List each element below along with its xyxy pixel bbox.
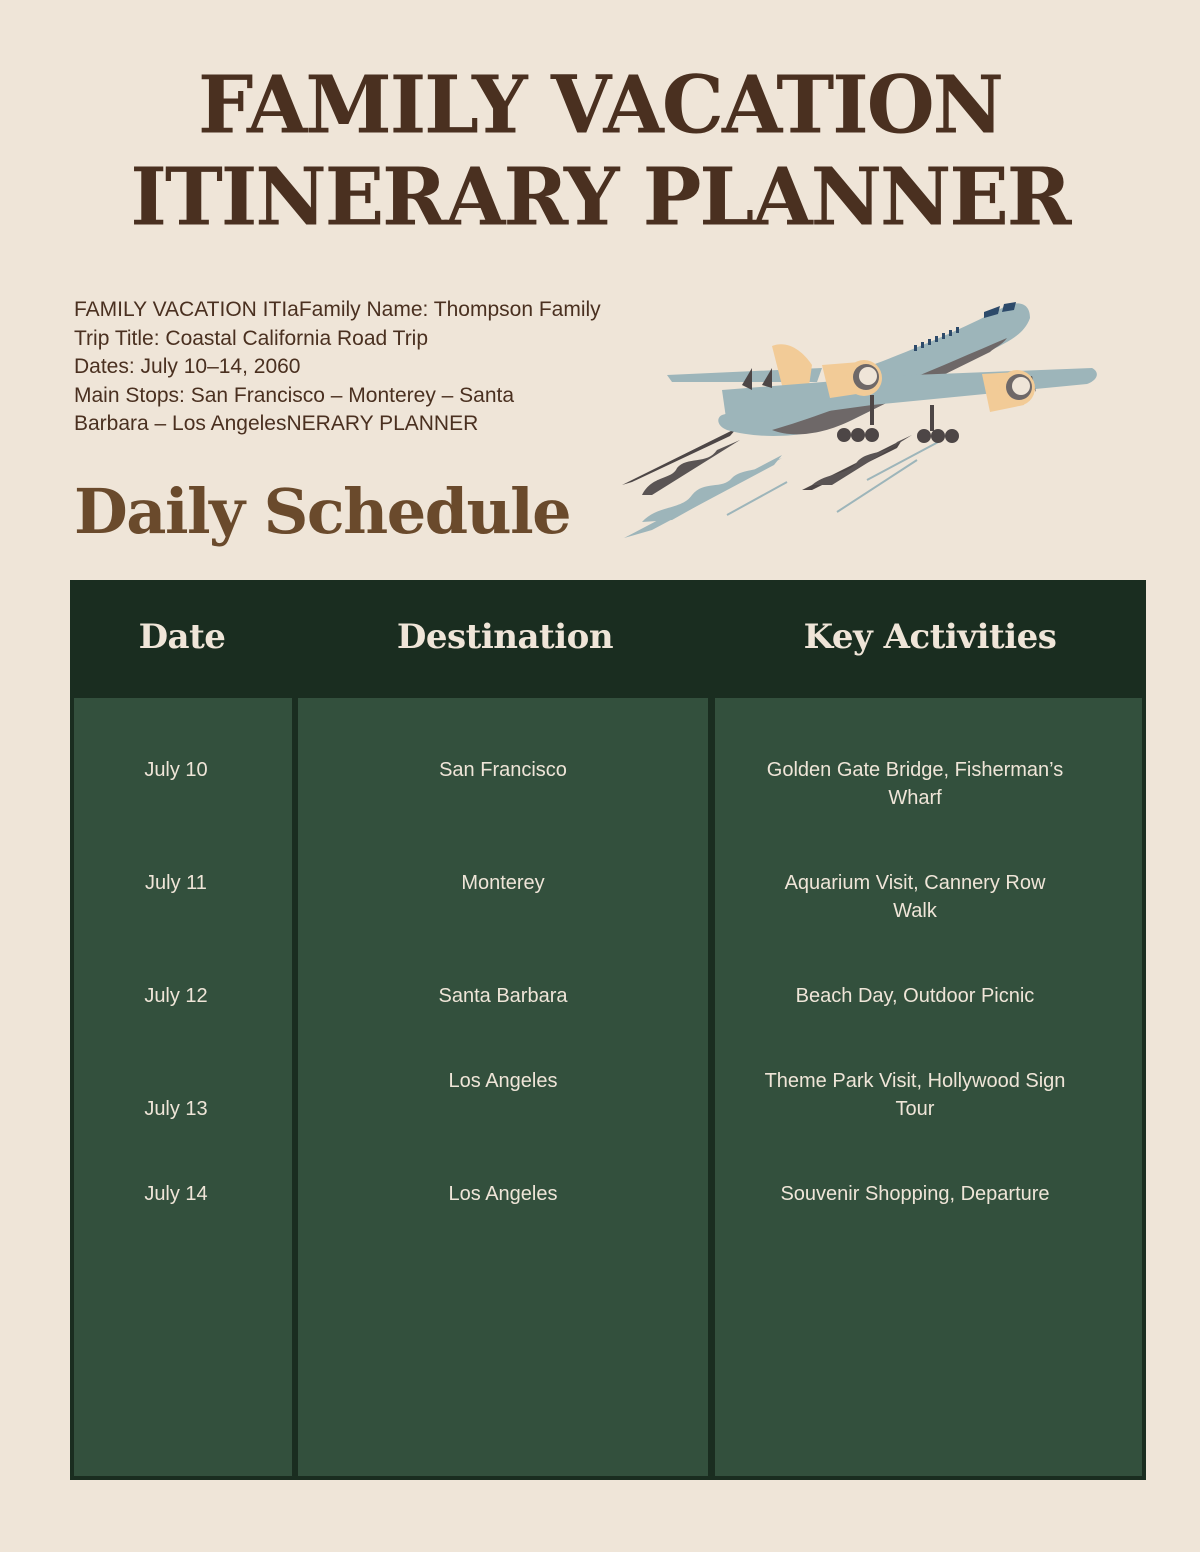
table-cell-activities	[715, 869, 1115, 925]
table-cell-destination: Monterey	[461, 872, 545, 894]
activities-line: Golden Gate Bridge, Fisherman’s	[766, 759, 1064, 781]
date-column	[74, 698, 292, 1476]
trip-info	[74, 296, 674, 439]
table-cell-activities	[715, 756, 1115, 812]
activities-line: Tour	[895, 1098, 935, 1120]
key-activities-column	[715, 698, 1142, 1476]
airplane-icon	[612, 290, 1102, 545]
trip-info-line-1: FAMILY VACATION ITIaFamily Name: Thompson Family	[74, 298, 601, 321]
table-cell-destination: San Francisco	[439, 759, 567, 781]
trip-info-line-3: Dates: July 10–14, 2060	[74, 355, 301, 378]
header-date: Date	[138, 617, 226, 657]
page-title	[0, 60, 1200, 244]
cloud-trails	[622, 428, 942, 538]
table-cell-destination: Los Angeles	[448, 1070, 558, 1092]
table-cell-destination: Los Angeles	[448, 1183, 558, 1205]
table-cell-activities	[715, 1067, 1115, 1123]
table-cell-activities	[715, 982, 1115, 1010]
activities-line: Walk	[893, 900, 937, 922]
destination-column	[298, 698, 708, 1476]
trip-info-line-5: Barbara – Los AngelesNERARY PLANNER	[74, 412, 479, 435]
table-cell-date: July 10	[144, 759, 208, 781]
engine-right	[982, 370, 1035, 412]
daily-schedule-table	[70, 580, 1146, 1480]
engine-left	[822, 360, 882, 398]
header-destination: Destination	[396, 617, 614, 657]
table-cell-date: July 13	[144, 1098, 208, 1120]
activities-line: Beach Day, Outdoor Picnic	[795, 985, 1035, 1007]
activities-line: Theme Park Visit, Hollywood Sign	[764, 1070, 1066, 1092]
page-title-line-2: ITINERARY PLANNER	[130, 150, 1070, 244]
section-title: Daily Schedule	[74, 475, 571, 548]
table-header	[70, 580, 1146, 694]
activities-line: Aquarium Visit, Cannery Row	[784, 872, 1046, 894]
header-key-activities: Key Activities	[803, 617, 1057, 657]
table-cell-date: July 12	[144, 985, 208, 1007]
activities-line: Souvenir Shopping, Departure	[780, 1183, 1050, 1205]
table-cell-activities	[715, 1180, 1115, 1208]
activities-line: Wharf	[888, 787, 942, 809]
table-cell-date: July 11	[145, 872, 207, 894]
table-cell-destination: Santa Barbara	[438, 985, 568, 1007]
page-title-line-1: FAMILY VACATION	[198, 59, 1002, 152]
trip-info-line-4: Main Stops: San Francisco – Monterey – Santa	[74, 383, 515, 407]
table-cell-date: July 14	[144, 1183, 208, 1205]
trip-info-line-2: Trip Title: Coastal California Road Trip	[74, 326, 429, 350]
